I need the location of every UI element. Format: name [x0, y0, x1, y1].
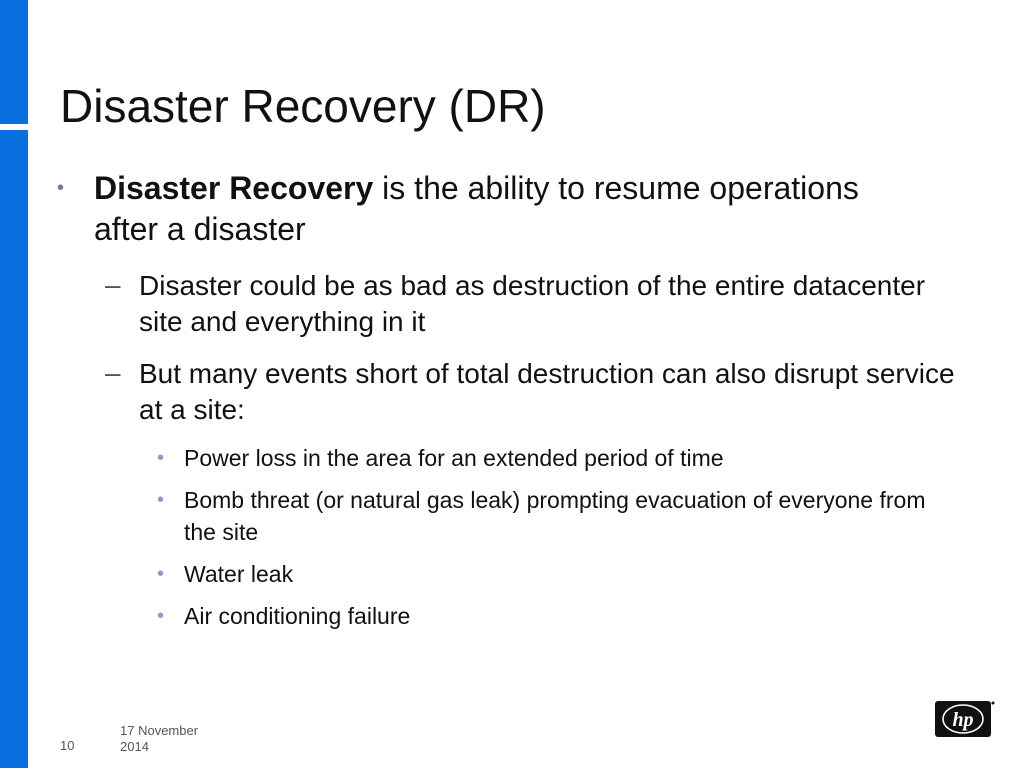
side-accent-bar	[0, 0, 28, 768]
bullet-level2	[105, 268, 959, 340]
hp-logo-icon	[935, 701, 995, 739]
bullet-dot-icon: •	[157, 489, 165, 511]
footer-date: 17 November 2014	[120, 723, 199, 754]
bullet-level2	[105, 356, 959, 428]
side-accent-notch	[0, 124, 28, 130]
bullet-level3	[157, 442, 944, 474]
bullet-dash-icon: –	[105, 357, 121, 388]
bullet-text: is the ability to resume operations after a disaster	[94, 170, 859, 247]
bullet-dot-icon: •	[157, 605, 165, 627]
bullet-text: Water leak	[184, 561, 294, 587]
page-number: 10	[60, 738, 75, 753]
bullet-text: Bomb threat (or natural gas leak) prompting evacuation of everyone from the site	[184, 487, 926, 545]
logo-text: hp	[952, 709, 974, 731]
slide-title: Disaster Recovery (DR)	[60, 80, 546, 132]
bullet-text: Air conditioning failure	[184, 603, 411, 629]
bullet-text: Disaster could be as bad as destruction of the entire datacenter site and everything in it	[139, 270, 926, 337]
bullet-bold-term: Disaster Recovery	[94, 170, 374, 206]
bullet-level3	[157, 484, 944, 548]
bullet-level3	[157, 600, 944, 632]
bullet-text: Power loss in the area for an extended period of time	[184, 445, 724, 471]
bullet-dot-icon: •	[157, 447, 165, 469]
bullet-dot-icon: •	[157, 563, 165, 585]
bullet-dot-icon: •	[57, 177, 65, 199]
bullet-level3	[157, 558, 944, 590]
bullet-dash-icon: –	[105, 269, 121, 300]
bullet-level1	[57, 168, 894, 250]
bullet-text: But many events short of total destruction can also disrupt service at a site:	[139, 358, 955, 425]
